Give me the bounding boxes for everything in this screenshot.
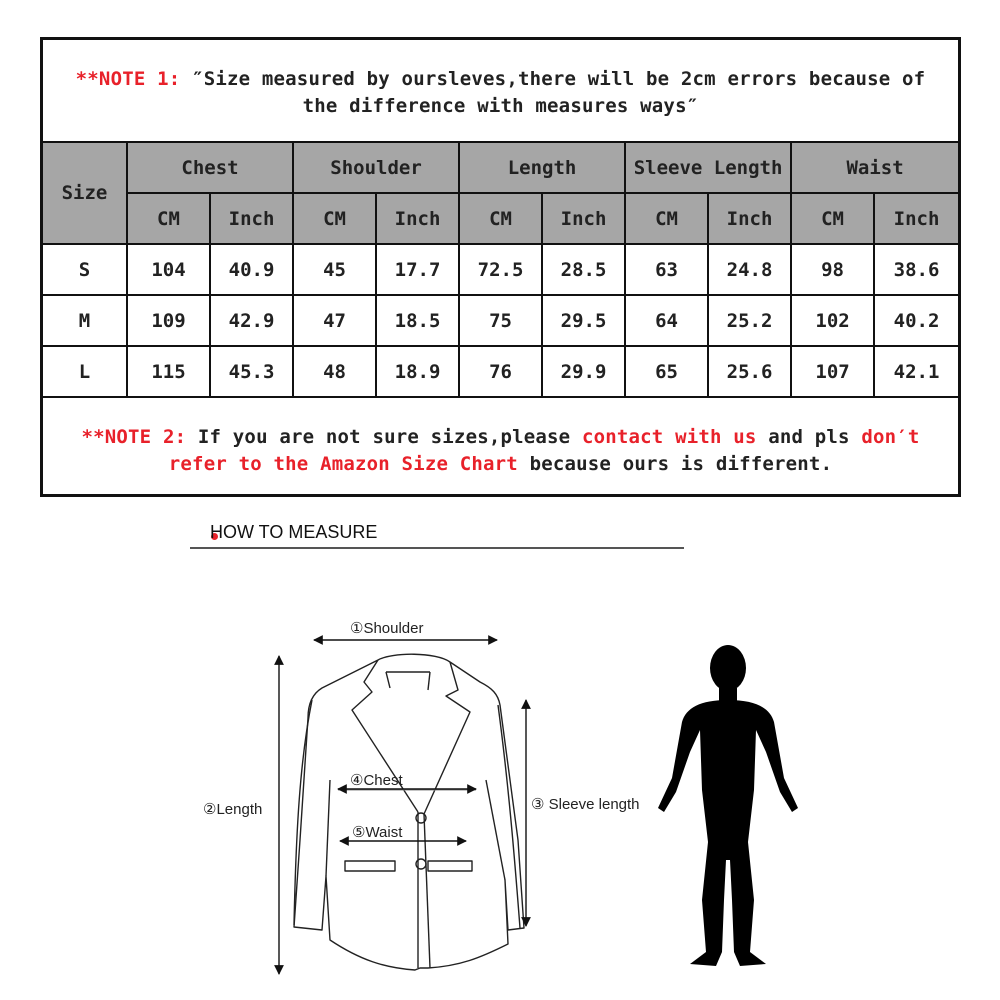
- note-2-text-c: because ours is different.: [517, 453, 833, 475]
- unit-header: CM: [293, 193, 376, 244]
- unit-header: Inch: [542, 193, 625, 244]
- table-cell: 75: [459, 295, 542, 346]
- size-cell: M: [43, 295, 127, 346]
- chest-label: ④Chest: [350, 772, 403, 789]
- unit-header: CM: [791, 193, 874, 244]
- table-cell: 64: [625, 295, 708, 346]
- note-2-text-b: and pls: [756, 426, 862, 448]
- table-cell: 107: [791, 346, 874, 397]
- table-cell: 42.9: [210, 295, 293, 346]
- unit-header: Inch: [708, 193, 791, 244]
- shoulder-label: ①Shoulder: [350, 620, 424, 637]
- group-header: Sleeve Length: [625, 142, 791, 193]
- table-cell: 72.5: [459, 244, 542, 295]
- note-1-prefix: **NOTE 1:: [75, 68, 181, 90]
- how-to-measure-title: HOW TO MEASURE: [210, 522, 378, 542]
- table-cell: 102: [791, 295, 874, 346]
- unit-header: CM: [459, 193, 542, 244]
- table-cell: 48: [293, 346, 376, 397]
- human-silhouette-icon: [658, 645, 798, 966]
- table-cell: 115: [127, 346, 210, 397]
- table-cell: 40.2: [874, 295, 958, 346]
- table-cell: 76: [459, 346, 542, 397]
- table-cell: 47: [293, 295, 376, 346]
- table-cell: 104: [127, 244, 210, 295]
- note-2-text-a: If you are not sure sizes,please: [186, 426, 582, 448]
- size-header: Size: [43, 142, 127, 244]
- unit-header: Inch: [210, 193, 293, 244]
- table-cell: 45: [293, 244, 376, 295]
- length-label: ②Length: [203, 801, 263, 818]
- table-cell: 17.7: [376, 244, 459, 295]
- contact-link-text: contact with us: [581, 426, 757, 448]
- table-cell: 63: [625, 244, 708, 295]
- group-header: Length: [459, 142, 625, 193]
- table-cell: 29.9: [542, 346, 625, 397]
- table-cell: 29.5: [542, 295, 625, 346]
- note-1-text-line1: ″Size measured by oursleves,there will be 2cm errors because of: [180, 68, 926, 90]
- note-1-text-line2: the difference with measures ways″: [302, 95, 699, 117]
- table-cell: 38.6: [874, 244, 958, 295]
- group-header: Chest: [127, 142, 293, 193]
- table-cell: 45.3: [210, 346, 293, 397]
- group-header: Shoulder: [293, 142, 459, 193]
- table-cell: 24.8: [708, 244, 791, 295]
- size-cell: S: [43, 244, 127, 295]
- note-2-prefix: **NOTE 2:: [81, 426, 187, 448]
- table-cell: 18.5: [376, 295, 459, 346]
- unit-header: CM: [127, 193, 210, 244]
- table-cell: 18.9: [376, 346, 459, 397]
- table-cell: 98: [791, 244, 874, 295]
- table-cell: 109: [127, 295, 210, 346]
- size-cell: L: [43, 346, 127, 397]
- unit-header: Inch: [376, 193, 459, 244]
- table-cell: 25.6: [708, 346, 791, 397]
- group-header: Waist: [791, 142, 958, 193]
- table-cell: 40.9: [210, 244, 293, 295]
- table-cell: 25.2: [708, 295, 791, 346]
- sleeve-label: ③ Sleeve length: [531, 796, 640, 813]
- table-cell: 42.1: [874, 346, 958, 397]
- unit-header: Inch: [874, 193, 958, 244]
- amazon-chart-text: refer to the Amazon Size Chart: [168, 453, 518, 475]
- waist-label: ⑤Waist: [352, 824, 403, 841]
- table-cell: 65: [625, 346, 708, 397]
- dont-text: don′t: [861, 426, 920, 448]
- table-cell: 28.5: [542, 244, 625, 295]
- unit-header: CM: [625, 193, 708, 244]
- jacket-icon: [294, 654, 524, 970]
